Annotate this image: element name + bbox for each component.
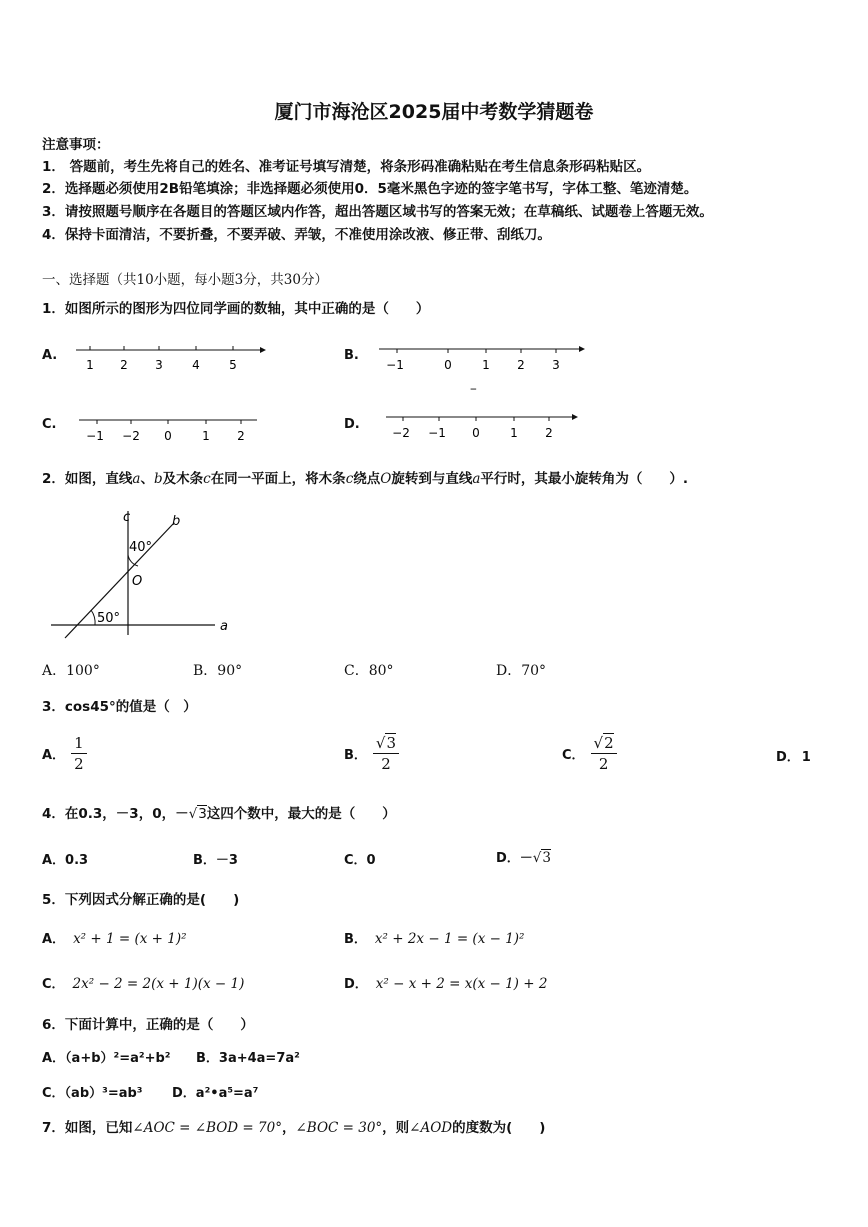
q1-option-a-label: A. xyxy=(42,348,58,363)
q1-axis-b-tick: 1 xyxy=(482,358,490,372)
q1-axis-c-tick: 0 xyxy=(164,429,172,443)
q3-option-a: A． $\frac{1}{2}$ xyxy=(42,733,87,774)
q1-axis-c-tick: 1 xyxy=(202,429,210,443)
q6-option-a: A．（a+b）²=a²+b² xyxy=(42,1051,171,1066)
q2-angle-arc xyxy=(128,555,138,566)
q1-axis-d-tick: 1 xyxy=(510,426,518,440)
q4-option-c: C．0 xyxy=(344,853,376,868)
q1-axis-b-tick: 3 xyxy=(552,358,560,372)
q1-axis-c-tick: 2 xyxy=(237,429,245,443)
q2-angle-40: 40° xyxy=(129,540,153,555)
q6-option-b: B．3a+4a=7a² xyxy=(196,1051,300,1066)
q1-dash-mark: – xyxy=(470,381,477,397)
q5-option-a: A． x² + 1 = (x + 1)² xyxy=(42,931,187,947)
q1-axis-b xyxy=(375,340,587,374)
q2-label-o: O xyxy=(132,574,143,589)
q2-label-a: a xyxy=(220,619,228,634)
q5-option-b: B． x² + 2x − 1 = (x − 1)² xyxy=(344,931,525,947)
q2-option-d: D．70° xyxy=(496,663,547,679)
q1-option-d-label: D. xyxy=(344,417,360,432)
question-5-stem: 5．下列因式分解正确的是( ) xyxy=(42,892,240,908)
q2-label-b: b xyxy=(172,514,181,529)
q3-option-b: B． $\frac{√3}{2}$ xyxy=(344,733,399,774)
notice-heading: 注意事项： xyxy=(42,137,110,153)
question-1-stem: 1．如图所示的图形为四位同学画的数轴，其中正确的是（ ） xyxy=(42,301,430,317)
q2-option-b: B．90° xyxy=(193,663,243,679)
q1-axis-a-tick: 3 xyxy=(155,358,163,372)
question-3-stem: 3．cos45°的值是（ ） xyxy=(42,699,197,715)
q1-axis-c xyxy=(75,410,260,444)
q6-option-d: D．a²•a⁵=a⁷ xyxy=(172,1086,259,1101)
q1-axis-d-tick: −1 xyxy=(428,426,446,440)
q1-axis-a-tick: 1 xyxy=(86,358,94,372)
q3-option-d: D． 1 xyxy=(776,750,811,765)
q4-option-d: D．－√3 xyxy=(496,850,551,866)
q1-axis-b-tick: −1 xyxy=(386,358,404,372)
q4-option-b: B．－3 xyxy=(193,853,238,868)
question-6-stem: 6．下面计算中，正确的是（ ） xyxy=(42,1017,254,1033)
q1-option-c-label: C. xyxy=(42,417,57,432)
notice-item-2: 2．选择题必须使用2B铅笔填涂；非选择题必须使用0．5毫米黑色字迹的签字笔书写，字体工整、笔迹清楚。 xyxy=(42,181,698,197)
q2-option-c: C．80° xyxy=(344,663,394,679)
question-2-stem: 2．如图，直线a、b及木条c在同一平面上，将木条c绕点O旋转到与直线a平行时，其最小旋转角为（ ）. xyxy=(42,471,689,487)
q1-axis-c-tick: −1 xyxy=(86,429,104,443)
notice-item-1: 1． 答题前，考生先将自己的姓名、准考证号填写清楚，将条形码准确粘贴在考生信息条形码粘贴区。 xyxy=(42,159,651,175)
q1-axis-a-tick: 4 xyxy=(192,358,200,372)
page-title: 厦门市海沧区2025届中考数学猜题卷 xyxy=(274,101,594,123)
q1-axis-a-tick: 5 xyxy=(229,358,237,372)
q2-option-a: A．100° xyxy=(42,663,100,679)
q1-axis-d-tick: 0 xyxy=(472,426,480,440)
q1-axis-b-tick: 0 xyxy=(444,358,452,372)
question-4-stem: 4．在0.3，－3，0，－√3这四个数中，最大的是（ ） xyxy=(42,806,396,822)
q1-axis-c-tick: −2 xyxy=(122,429,140,443)
q1-option-b-label: B. xyxy=(344,348,359,363)
q1-axis-d-tick: 2 xyxy=(545,426,553,440)
q2-figure xyxy=(45,505,245,645)
q6-option-c: C．（ab）³=ab³ xyxy=(42,1086,143,1101)
section-heading: 一、选择题（共10小题，每小题3分，共30分） xyxy=(42,272,328,288)
q1-axis-d-tick: −2 xyxy=(392,426,410,440)
q2-label-c: c xyxy=(123,510,131,525)
question-7-stem: 7．如图，已知∠AOC = ∠BOD = 70°，∠BOC = 30°，则∠AOD的度数为( ) xyxy=(42,1120,546,1136)
notice-item-3: 3．请按照题号顺序在各题目的答题区域内作答，超出答题区域书写的答案无效；在草稿纸、试题卷上答题无效。 xyxy=(42,204,713,220)
q2-angle-50: 50° xyxy=(97,611,121,626)
q1-axis-b-tick: 2 xyxy=(517,358,525,372)
q5-option-c: C． 2x² − 2 = 2(x + 1)(x − 1) xyxy=(42,976,245,992)
q1-axis-a-tick: 2 xyxy=(120,358,128,372)
notice-item-4: 4．保持卡面清洁，不要折叠，不要弄破、弄皱，不准使用涂改液、修正带、刮纸刀。 xyxy=(42,227,551,243)
q5-option-d: D． x² − x + 2 = x(x − 1) + 2 xyxy=(344,976,548,992)
q3-option-c: C． $\frac{√2}{2}$ xyxy=(562,733,617,774)
q1-axis-d xyxy=(382,407,582,441)
q4-option-a: A．0.3 xyxy=(42,853,89,868)
q2-angle-arc xyxy=(91,610,95,625)
q1-axis-a xyxy=(72,340,267,374)
